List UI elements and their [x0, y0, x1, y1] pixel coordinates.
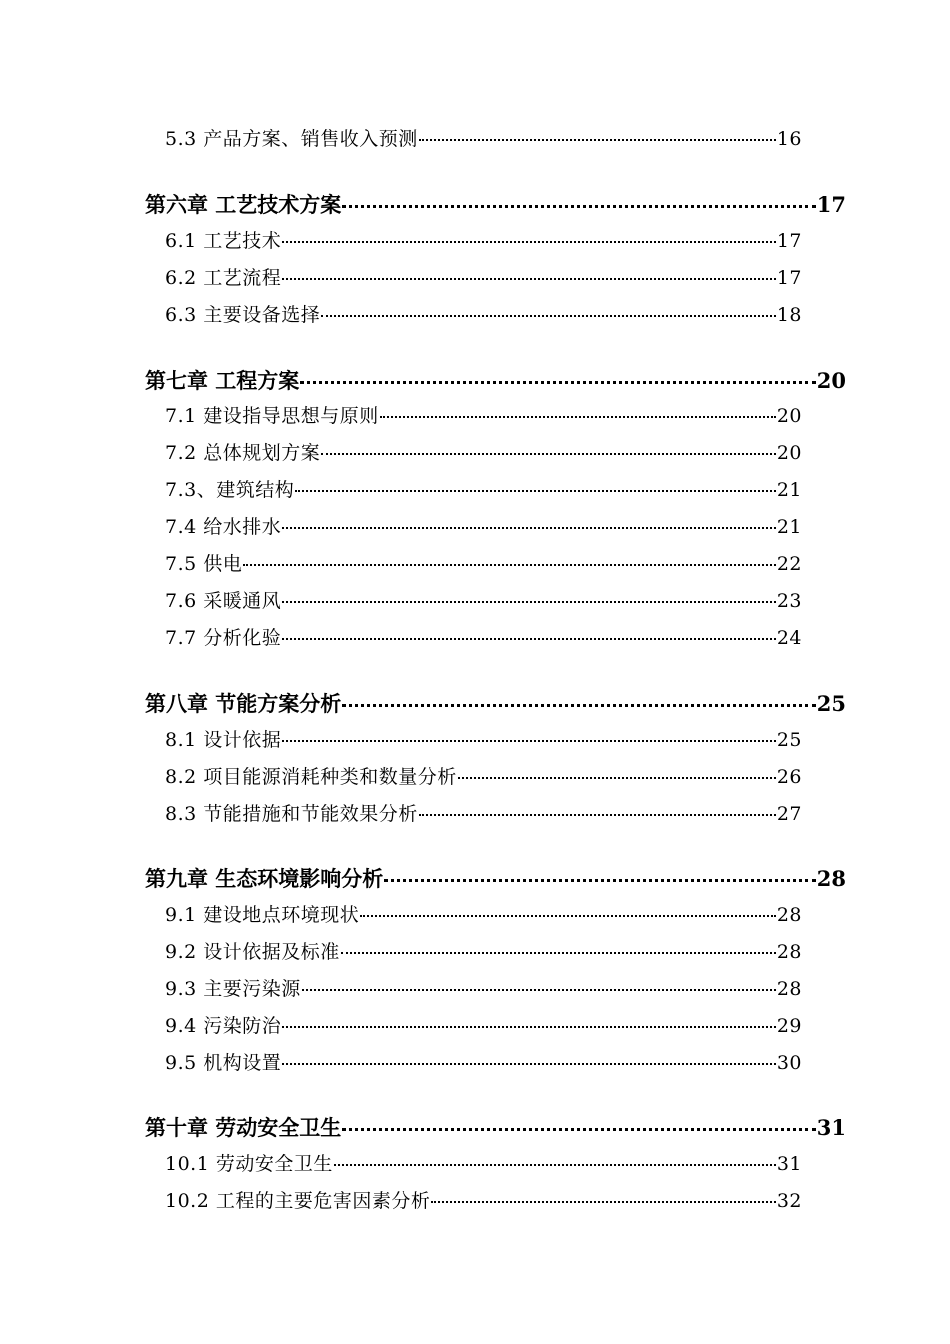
toc-entry-page: 16 — [776, 128, 802, 150]
toc-entry — [165, 475, 802, 502]
toc-entry — [165, 937, 802, 964]
dot-leader — [302, 989, 776, 991]
dot-leader — [282, 1063, 776, 1065]
toc-entry-label: 7.3、建筑结构 — [165, 479, 295, 501]
dot-leader — [384, 879, 815, 882]
toc-entry-label: 8.2 项目能源消耗种类和数量分析 — [165, 766, 457, 788]
toc-entry-page: 21 — [776, 516, 802, 538]
dot-leader — [380, 416, 776, 418]
toc-entry-label: 7.6 采暖通风 — [165, 590, 282, 612]
toc-chapter-label: 第九章 生态环境影响分析 — [145, 866, 384, 891]
toc-entry-page: 20 — [776, 405, 802, 427]
dot-leader — [243, 564, 776, 566]
toc-entry-label: 8.3 节能措施和节能效果分析 — [165, 803, 418, 825]
toc-chapter-page: 28 — [816, 866, 846, 891]
dot-leader — [341, 952, 776, 954]
toc-entry-page: 24 — [776, 627, 802, 649]
toc-chapter — [145, 365, 846, 395]
toc-entry-label: 7.1 建设指导思想与原则 — [165, 405, 379, 427]
toc-entry-page: 17 — [776, 267, 802, 289]
toc-entry-page: 28 — [776, 941, 802, 963]
toc-entry-label: 6.1 工艺技术 — [165, 230, 282, 252]
toc-entry-page: 18 — [776, 304, 802, 326]
dot-leader — [282, 638, 776, 640]
dot-leader — [282, 740, 776, 742]
toc-entry-page: 26 — [776, 766, 802, 788]
toc-entry — [165, 1149, 802, 1176]
toc-entry — [165, 124, 802, 151]
toc-entry-page: 25 — [776, 729, 802, 751]
toc-chapter — [145, 688, 846, 718]
toc-chapter-label: 第十章 劳动安全卫生 — [145, 1115, 342, 1140]
toc-chapter-page: 20 — [816, 368, 846, 393]
toc-entry-page: 28 — [776, 978, 802, 1000]
toc-entry-page: 17 — [776, 230, 802, 252]
toc-entry — [165, 586, 802, 613]
dot-leader — [282, 1026, 776, 1028]
toc-entry-page: 29 — [776, 1015, 802, 1037]
dot-leader — [282, 278, 776, 280]
dot-leader — [295, 490, 776, 492]
toc-entry-label: 6.2 工艺流程 — [165, 267, 282, 289]
toc-entry-label: 8.1 设计依据 — [165, 729, 282, 751]
toc-entry — [165, 725, 802, 752]
toc-chapter-label: 第八章 节能方案分析 — [145, 691, 342, 716]
dot-leader — [321, 453, 776, 455]
toc-chapter-label: 第六章 工艺技术方案 — [145, 192, 342, 217]
toc-entry — [165, 401, 802, 428]
toc-entry — [165, 226, 802, 253]
toc-entry — [165, 623, 802, 650]
toc-entry-page: 27 — [776, 803, 802, 825]
toc-entry-page: 32 — [776, 1190, 802, 1212]
toc-entry — [165, 900, 802, 927]
dot-leader — [419, 139, 776, 141]
dot-leader — [360, 915, 776, 917]
toc-chapter — [145, 863, 846, 893]
toc-entry-page: 23 — [776, 590, 802, 612]
toc-entry-label: 9.1 建设地点环境现状 — [165, 904, 360, 926]
toc-entry — [165, 512, 802, 539]
toc-entry-page: 31 — [776, 1153, 802, 1175]
toc-entry-page: 21 — [776, 479, 802, 501]
toc-chapter-page: 31 — [816, 1115, 846, 1140]
toc-entry-label: 7.2 总体规划方案 — [165, 442, 321, 464]
toc-entry-label: 7.7 分析化验 — [165, 627, 282, 649]
toc-entry — [165, 1048, 802, 1075]
toc-entry-label: 9.2 设计依据及标准 — [165, 941, 340, 963]
toc-entry — [165, 1011, 802, 1038]
toc-entry-label: 9.4 污染防治 — [165, 1015, 282, 1037]
dot-leader — [300, 381, 815, 384]
toc-chapter-label: 第七章 工程方案 — [145, 368, 300, 393]
dot-leader — [458, 777, 776, 779]
toc-chapter — [145, 189, 846, 219]
toc-chapter-page: 25 — [816, 691, 846, 716]
dot-leader — [342, 205, 815, 208]
toc-entry-label: 9.3 主要污染源 — [165, 978, 301, 1000]
toc-entry — [165, 438, 802, 465]
dot-leader — [431, 1201, 775, 1203]
toc-entry-label: 10.1 劳动安全卫生 — [165, 1153, 333, 1175]
dot-leader — [321, 315, 776, 317]
toc-entry-page: 28 — [776, 904, 802, 926]
toc-entry — [165, 300, 802, 327]
dot-leader — [342, 704, 815, 707]
dot-leader — [342, 1128, 815, 1131]
dot-leader — [282, 527, 776, 529]
dot-leader — [282, 601, 776, 603]
toc-entry-label: 10.2 工程的主要危害因素分析 — [165, 1190, 431, 1212]
toc-entry-page: 20 — [776, 442, 802, 464]
toc-chapter — [145, 1112, 846, 1142]
toc-entry-label: 5.3 产品方案、销售收入预测 — [165, 128, 418, 150]
toc-entry-label: 7.5 供电 — [165, 553, 243, 575]
toc-entry — [165, 799, 802, 826]
dot-leader — [419, 814, 776, 816]
toc-entry-page: 30 — [776, 1052, 802, 1074]
toc-entry-page: 22 — [776, 553, 802, 575]
toc-entry — [165, 762, 802, 789]
toc-entry — [165, 1186, 802, 1213]
toc-entry — [165, 974, 802, 1001]
toc-entry-label: 6.3 主要设备选择 — [165, 304, 321, 326]
toc-entry-label: 7.4 给水排水 — [165, 516, 282, 538]
toc-chapter-page: 17 — [816, 192, 846, 217]
toc-entry — [165, 263, 802, 290]
toc-entry-label: 9.5 机构设置 — [165, 1052, 282, 1074]
dot-leader — [334, 1164, 776, 1166]
toc-entry — [165, 549, 802, 576]
dot-leader — [282, 241, 776, 243]
